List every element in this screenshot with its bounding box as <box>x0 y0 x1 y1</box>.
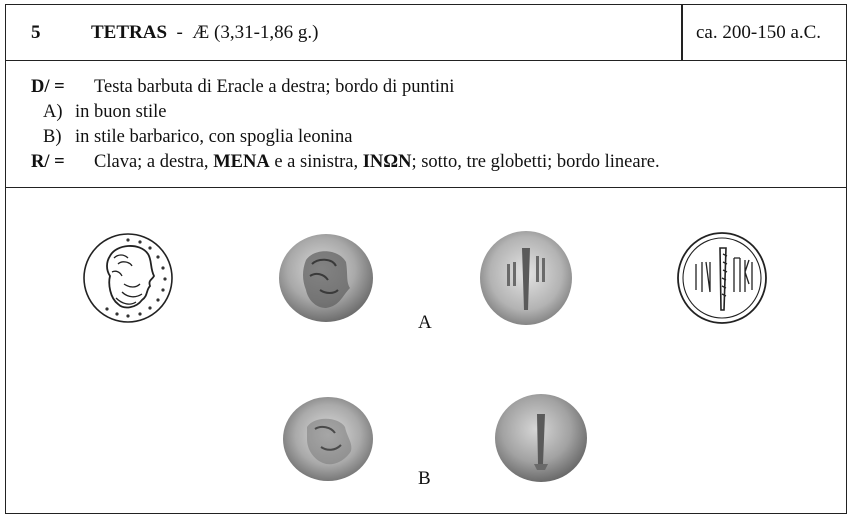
variant-a-label: A) <box>43 102 63 122</box>
variant-a-line <box>43 102 167 123</box>
reverse-line <box>31 152 660 173</box>
header-divider <box>681 5 683 61</box>
legend-mena: MENA <box>213 152 270 172</box>
denomination: TETRAS <box>91 22 168 43</box>
coin-plates <box>6 188 846 513</box>
coin-description <box>6 61 846 188</box>
obverse-text: Testa barbuta di Eracle a destra; bordo di puntini <box>94 77 455 97</box>
entry-number: 5 <box>31 22 41 43</box>
obverse-photo-b <box>281 393 376 485</box>
entry-date: ca. 200-150 a.C. <box>696 22 822 43</box>
coin-catalog-entry <box>5 4 847 514</box>
obverse-drawing-a <box>80 228 176 328</box>
reverse-label: R/ = <box>31 152 65 172</box>
plate-label-a: A <box>418 312 432 333</box>
plate-label-b: B <box>418 468 431 489</box>
variant-a-text: in buon stile <box>75 102 167 122</box>
legend-inon: INΩN <box>362 152 412 172</box>
obverse-photo-a <box>276 230 376 326</box>
variant-b-line <box>43 127 353 148</box>
reverse-photo-a <box>476 228 576 328</box>
title-dash: - <box>176 22 183 43</box>
variant-b-label: B) <box>43 127 62 147</box>
entry-title <box>91 22 319 44</box>
reverse-drawing-a <box>674 228 770 328</box>
reverse-text: Clava; a destra, MENA e a sinistra, INΩN; sotto, tre globetti; bordo lineare. <box>94 152 660 172</box>
reverse-photo-b <box>491 390 591 486</box>
metal-weight: Æ (3,31-1,86 g.) <box>192 22 319 43</box>
obverse-line <box>31 77 455 98</box>
entry-header <box>6 5 846 61</box>
obverse-label: D/ = <box>31 77 65 97</box>
variant-b-text: in stile barbarico, con spoglia leonina <box>75 127 353 147</box>
